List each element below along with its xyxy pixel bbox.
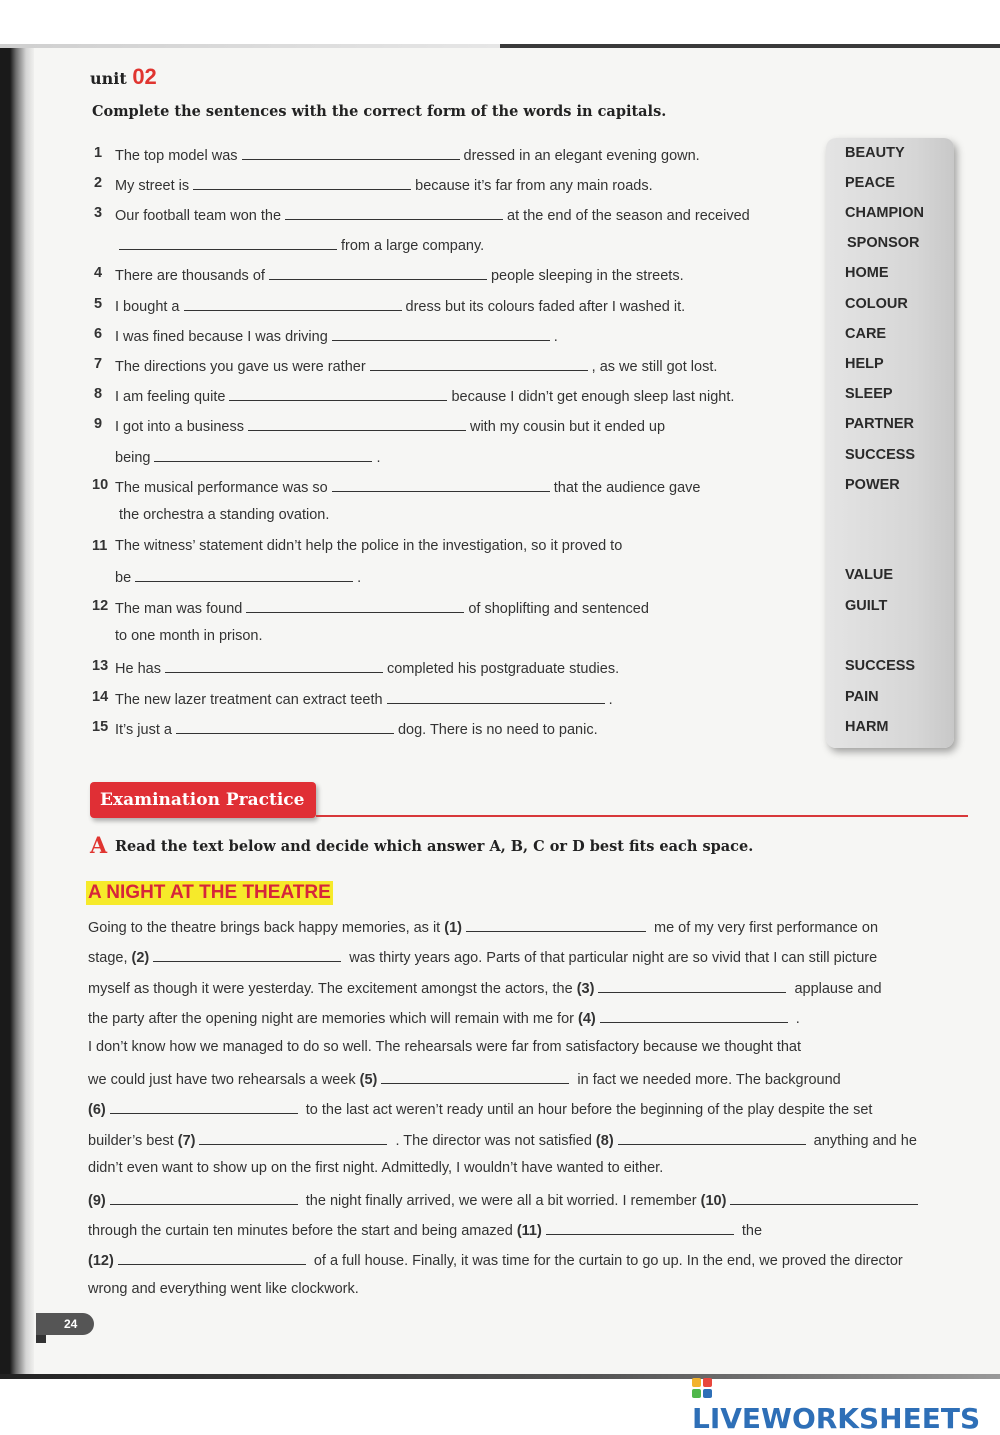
capital-word: POWER: [845, 477, 900, 493]
gap-number: (12): [88, 1253, 114, 1269]
answer-blank[interactable]: [387, 689, 605, 704]
question-text-before: It’s just a: [115, 722, 172, 738]
story-line: [88, 1008, 800, 1027]
question-number: 14: [92, 689, 109, 705]
gap-number: (10): [700, 1193, 727, 1209]
question-text-before: being: [115, 450, 151, 466]
question-text-after: from a large company.: [341, 238, 485, 254]
answer-blank[interactable]: [110, 1190, 298, 1205]
question-text-after: with my cousin but it ended up: [469, 419, 666, 435]
answer-blank[interactable]: [598, 978, 786, 993]
story-line: [88, 1250, 903, 1269]
question-text-after: dress but its colours faded after I washed it.: [405, 299, 686, 315]
story-text-segment: stage,: [88, 950, 132, 966]
question-number: 4: [94, 265, 103, 281]
story-line: [88, 1160, 663, 1176]
question-text-after: .: [608, 692, 613, 708]
story-line: [88, 1039, 801, 1055]
examination-practice-banner: Examination Practice: [90, 782, 316, 818]
question-text-line2: [115, 235, 484, 254]
gap-number: (2): [131, 950, 150, 966]
question-text-before: My street is: [115, 178, 190, 194]
capital-word: PEACE: [845, 175, 895, 191]
story-line: [88, 978, 882, 997]
capital-word: CARE: [845, 326, 887, 342]
answer-blank[interactable]: [110, 1099, 298, 1114]
unit-label: unit: [90, 69, 127, 88]
brand-text: LIVEWORKSHEETS: [692, 1402, 981, 1435]
question-text: [115, 356, 717, 375]
section-instruction: Read the text below and decide which answer A, B, C or D best fits each space.: [115, 838, 754, 855]
unit-number: 02: [132, 64, 157, 89]
banner-rule: [316, 815, 968, 817]
capital-word: HOME: [845, 265, 889, 281]
question-number: 2: [94, 175, 103, 191]
answer-blank[interactable]: [269, 265, 487, 280]
answer-blank[interactable]: [135, 567, 353, 582]
capital-word: CHAMPION: [845, 205, 924, 221]
scan-top-margin: [0, 0, 1000, 48]
answer-blank[interactable]: [153, 947, 341, 962]
question-text-after: because it’s far from any main roads.: [415, 178, 653, 194]
question-number: 13: [92, 658, 109, 674]
story-line: [88, 1099, 872, 1118]
gap-number: (3): [576, 981, 595, 997]
question-text: [115, 265, 684, 284]
story-line: [88, 947, 877, 966]
answer-blank[interactable]: [618, 1130, 806, 1145]
capital-word: HELP: [845, 356, 884, 372]
question-text-line2: [115, 447, 381, 466]
story-line: [88, 1190, 922, 1209]
question-text-after: at the end of the season and received: [507, 208, 750, 224]
gap-number: (1): [444, 920, 462, 936]
story-text-segment: we could just have two rehearsals a week: [88, 1072, 360, 1088]
question-text-before: The witness’ statement didn’t help the police in the investigation, so it proved to: [115, 538, 623, 554]
question-text-before: I got into a business: [115, 419, 244, 435]
capital-word: VALUE: [845, 567, 894, 583]
answer-blank[interactable]: [229, 386, 447, 401]
question-text-before: Our football team won the: [115, 208, 282, 224]
story-text-segment: me of my very first performance on: [649, 920, 879, 936]
question-text-before: be: [115, 570, 132, 586]
question-text-before: There are thousands of: [115, 268, 265, 284]
answer-blank[interactable]: [246, 598, 464, 613]
answer-blank[interactable]: [546, 1220, 734, 1235]
question-text-after: .: [357, 570, 362, 586]
question-number: 3: [94, 205, 103, 221]
story-line: [88, 1130, 917, 1149]
question-text-before: The top model was: [115, 148, 238, 164]
question-number: 10: [92, 477, 109, 493]
answer-blank[interactable]: [118, 1250, 306, 1265]
story-text-segment: myself as though it were yesterday. The excitement amongst the actors, the: [88, 981, 577, 997]
question-number: 7: [94, 356, 103, 372]
question-text-line2: [119, 507, 329, 523]
question-text-after: people sleeping in the streets.: [490, 268, 684, 284]
question-number: 9: [94, 416, 103, 432]
question-text-after: because I didn’t get enough sleep last night.: [451, 389, 735, 405]
liveworksheets-brand[interactable]: [692, 1374, 1000, 1435]
question-text-after: of shoplifting and sentenced: [468, 601, 649, 617]
section-letter: A: [90, 833, 108, 859]
answer-blank[interactable]: [119, 235, 337, 250]
question-text-after: .: [553, 329, 558, 345]
capital-word: PARTNER: [845, 416, 915, 432]
story-text-segment: the party after the opening night are memories which will remain with me for: [88, 1011, 578, 1027]
question-text-after: that the audience gave: [553, 480, 701, 496]
capital-word: SLEEP: [845, 386, 893, 402]
answer-blank[interactable]: [381, 1069, 569, 1084]
question-number: 12: [92, 598, 109, 614]
question-text: [115, 205, 750, 224]
question-text: [115, 689, 613, 708]
page-number: 24: [36, 1313, 94, 1335]
story-text-segment: builder’s best: [88, 1133, 178, 1149]
question-number: 15: [92, 719, 109, 735]
answer-blank[interactable]: [242, 145, 460, 160]
gap-number: (6): [88, 1102, 106, 1118]
gap-number: (5): [359, 1072, 378, 1088]
story-line: [88, 1069, 841, 1088]
question-text-after: completed his postgraduate studies.: [386, 661, 620, 677]
capital-word: BEAUTY: [845, 145, 905, 161]
question-number: 6: [94, 326, 103, 342]
question-text-continued: the orchestra a standing ovation.: [119, 507, 330, 523]
answer-blank[interactable]: [176, 719, 394, 734]
question-number: 1: [94, 145, 103, 161]
question-text-before: I bought a: [115, 299, 180, 315]
gap-number: (9): [88, 1193, 106, 1209]
question-text: [115, 719, 598, 738]
capital-word: PAIN: [845, 689, 879, 705]
story-text-segment: Going to the theatre brings back happy memories, as it: [88, 920, 445, 936]
answer-blank[interactable]: [199, 1130, 387, 1145]
story-text-segment: to the last act weren’t ready until an hour before the beginning of the play despite the set: [301, 1102, 873, 1118]
answer-blank[interactable]: [248, 416, 466, 431]
story-text-segment: didn’t even want to show up on the first night. Admittedly, I wouldn’t have wanted to either.: [88, 1160, 664, 1176]
story-text-segment: wrong and everything went like clockwork.: [88, 1281, 359, 1297]
question-text: [115, 477, 700, 496]
capital-word: SUCCESS: [845, 447, 916, 463]
capital-word: GUILT: [845, 598, 888, 614]
page-binding-edge: [0, 48, 34, 1378]
question-text-after: , as we still got lost.: [591, 359, 718, 375]
gap-number: (4): [578, 1011, 596, 1027]
question-text-after: .: [376, 450, 381, 466]
unit-heading: [90, 64, 157, 90]
question-text-before: He has: [115, 661, 161, 677]
story-text-segment: . The director was not satisfied: [391, 1133, 596, 1149]
gap-number: (11): [516, 1223, 542, 1239]
story-text-segment: anything and he: [809, 1133, 917, 1149]
answer-blank[interactable]: [154, 447, 372, 462]
question-text: [115, 296, 685, 315]
story-line: [88, 1281, 359, 1297]
question-text-before: The musical performance was so: [115, 480, 328, 496]
answer-blank[interactable]: [466, 917, 646, 932]
question-text: [115, 658, 619, 677]
question-text-line2: [115, 628, 263, 644]
capital-word: COLOUR: [845, 296, 908, 312]
question-text-before: The man was found: [115, 601, 243, 617]
question-number: 8: [94, 386, 103, 402]
question-text: [115, 175, 653, 194]
answer-blank[interactable]: [285, 205, 503, 220]
gap-number: (7): [177, 1133, 196, 1149]
capital-word: SUCCESS: [845, 658, 916, 674]
liveworksheets-logo-icon: [692, 1378, 712, 1398]
exercise-instruction: Complete the sentences with the correct form of the words in capitals.: [92, 103, 667, 120]
question-text-after: dog. There is no need to panic.: [397, 722, 598, 738]
question-text-before: I was fined because I was driving: [115, 329, 328, 345]
question-text-before: The directions you gave us were rather: [115, 359, 366, 375]
story-line: [88, 917, 878, 936]
story-line: [88, 1220, 762, 1239]
story-text-segment: applause and: [790, 981, 882, 997]
answer-blank[interactable]: [600, 1008, 788, 1023]
question-text-before: The new lazer treatment can extract teeth: [115, 692, 383, 708]
story-text-segment: the night finally arrived, we were all a bit worried. I remember: [301, 1193, 701, 1209]
story-text-segment: .: [791, 1011, 800, 1027]
question-text-before: I am feeling quite: [115, 389, 226, 405]
capital-word: SPONSOR: [847, 235, 920, 251]
question-number: 11: [92, 538, 108, 554]
question-text: [115, 145, 700, 164]
story-text-segment: in fact we needed more. The background: [573, 1072, 841, 1088]
gap-number: (8): [595, 1133, 614, 1149]
question-number: 5: [94, 296, 103, 312]
answer-blank[interactable]: [193, 175, 411, 190]
question-text-after: dressed in an elegant evening gown.: [463, 148, 700, 164]
question-text: [115, 416, 665, 435]
question-text-continued: to one month in prison.: [115, 628, 263, 644]
question-text: [115, 598, 649, 617]
answer-blank[interactable]: [165, 658, 383, 673]
question-text-line2: [115, 567, 361, 586]
story-text-segment: of a full house. Finally, it was time for the curtain to go up. In the end, we proved the director: [309, 1253, 903, 1269]
question-text: [115, 538, 622, 554]
story-text-segment: I don’t know how we managed to do so well. The rehearsals were far from satisfactory because we thought that: [88, 1039, 802, 1055]
capital-words-box: [826, 138, 954, 748]
answer-blank[interactable]: [332, 477, 550, 492]
question-text: [115, 386, 734, 405]
story-text-segment: was thirty years ago. Parts of that particular night are so vivid that I can still picture: [345, 950, 878, 966]
capital-word: HARM: [845, 719, 889, 735]
story-text-segment: through the curtain ten minutes before the start and being amazed: [88, 1223, 517, 1239]
question-text: [115, 326, 558, 345]
answer-blank[interactable]: [332, 326, 550, 341]
answer-blank[interactable]: [184, 296, 402, 311]
story-title: A NIGHT AT THE THEATRE: [88, 882, 331, 903]
story-text-segment: the: [737, 1223, 763, 1239]
answer-blank[interactable]: [730, 1190, 918, 1205]
answer-blank[interactable]: [370, 356, 588, 371]
